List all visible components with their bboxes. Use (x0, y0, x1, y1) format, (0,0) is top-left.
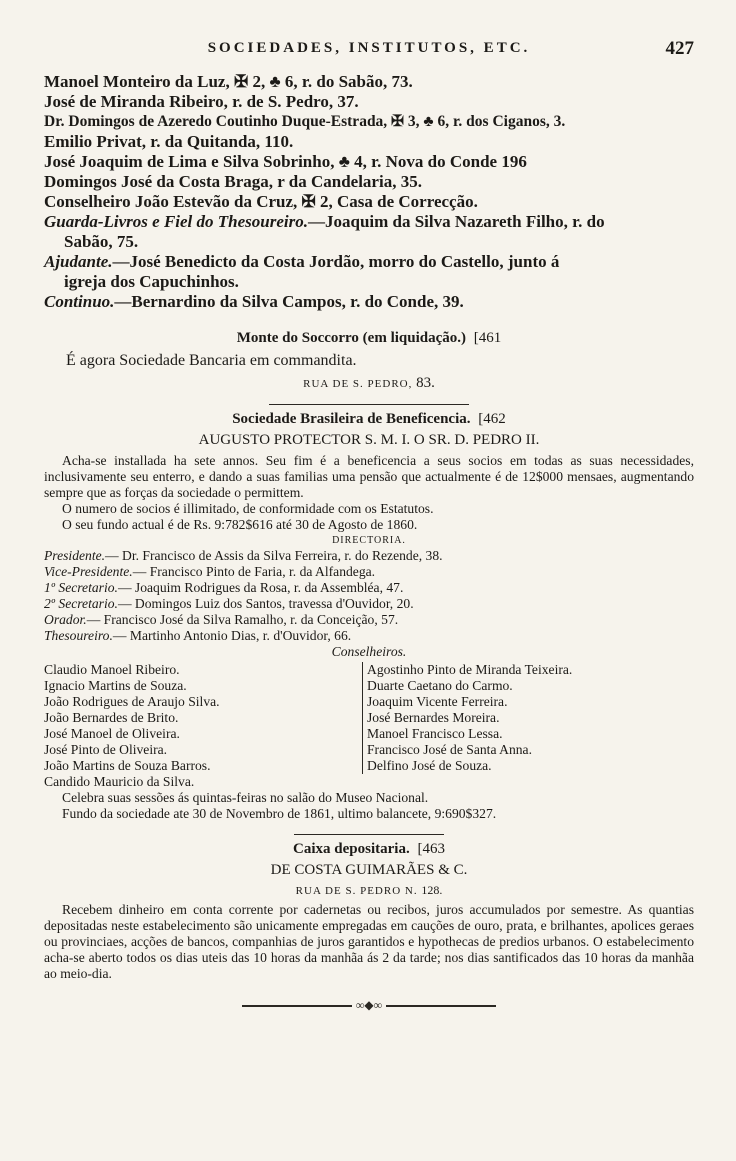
monte-address (44, 375, 694, 392)
officer-text: — Dr. Francisco de Assis da Silva Ferreira, r. do Rezende, 38. (105, 548, 443, 563)
conselheiros-table (44, 662, 694, 790)
member-line: José Joaquim de Lima e Silva Sobrinho, ♣ 4, r. Nova do Conde 196 (44, 152, 527, 171)
list-item: Manoel Francisco Lessa. (367, 726, 503, 741)
ajudante-line (44, 252, 694, 272)
running-title: SOCIEDADES, INSTITUTOS, ETC. (207, 40, 531, 56)
officer-text: — Domingos Luiz dos Santos, travessa d'Ouvidor, 20. (117, 596, 414, 611)
list-item: João Rodrigues de Araujo Silva. (44, 694, 220, 709)
officer-label: Thesoureiro. (44, 628, 113, 643)
officer-label: 1º Secretario. (44, 580, 118, 595)
list-item: Candido Mauricio da Silva. (44, 774, 195, 789)
ajudante-text: —José Benedicto da Costa Jordão, morro do Castello, junto á (112, 252, 560, 271)
ornament-divider (44, 998, 694, 1013)
list-item: Duarte Caetano do Carmo. (367, 678, 513, 693)
sociedade-title-text: Sociedade Brasileira de Beneficencia. (232, 411, 471, 427)
caixa-title (44, 841, 694, 858)
guarda-livros-line (44, 212, 694, 232)
officer-label: Presidente. (44, 548, 106, 563)
conselheiros-left-column (44, 662, 362, 790)
ornament-line-left (242, 1005, 352, 1007)
section-divider (269, 404, 469, 405)
sociedade-title (44, 411, 694, 428)
caixa-title-text: Caixa depositaria. (293, 841, 410, 857)
guarda-livros-label: Guarda-Livros e Fiel do Thesoureiro. (44, 212, 308, 231)
protector-line: AUGUSTO PROTECTOR S. M. I. O SR. D. PEDRO II. (198, 432, 540, 448)
guarda-livros-text: —Joaquim da Silva Nazareth Filho, r. do (307, 212, 605, 231)
list-item: Francisco José de Santa Anna. (367, 742, 532, 757)
member-line: Dr. Domingos de Azeredo Coutinho Duque-Estrada, ✠ 3, ♣ 6, r. dos Ciganos, 3. (44, 113, 566, 130)
list-item: João Bernardes de Brito. (44, 710, 179, 725)
conselheiros-title: Conselheiros. (331, 644, 407, 659)
officer-text: — Joaquim Rodrigues da Rosa, r. da Assembléa, 47. (117, 580, 404, 595)
member-line: Manoel Monteiro da Luz, ✠ 2, ♣ 6, r. do Sabão, 73. (44, 72, 413, 91)
members-list (44, 72, 694, 312)
sociedade-number: [462 (478, 411, 506, 427)
member-line: José de Miranda Ribeiro, r. de S. Pedro, 37. (44, 92, 359, 111)
caixa-body (44, 902, 694, 982)
caixa-number: [463 (417, 841, 445, 857)
member-line: Emilio Privat, r. da Quitanda, 110. (44, 132, 294, 151)
list-item: José Pinto de Oliveira. (44, 742, 168, 757)
caixa-address (44, 883, 694, 898)
officer-label: Orador. (44, 612, 87, 627)
sociedade-paragraph: O seu fundo actual é de Rs. 9:782$616 até 30 de Agosto de 1860. (62, 517, 418, 532)
caixa-address-street: RUA DE S. PEDRO N. (295, 885, 418, 897)
monte-address-number: 83. (416, 375, 435, 391)
member-line: Domingos José da Costa Braga, r da Candelaria, 35. (44, 172, 422, 191)
officer-line (44, 548, 694, 564)
officer-text: — Francisco Pinto de Faria, r. da Alfandega. (132, 564, 376, 579)
sociedade-paragraph: Celebra suas sessões ás quintas-feiras no salão do Museo Nacional. (62, 790, 429, 805)
ornament-flourish-icon: ∞◆∞ (355, 998, 383, 1012)
ajudante-label: Ajudante. (44, 252, 113, 271)
continuo-text: —Bernardino da Silva Campos, r. do Conde, 39. (114, 292, 464, 311)
section-divider (294, 834, 444, 835)
sociedade-body (44, 453, 694, 533)
list-item: Delfino José de Souza. (367, 758, 492, 773)
continuo-line (44, 292, 694, 312)
conselheiros-right-column (362, 662, 572, 774)
list-item: Joaquim Vicente Ferreira. (367, 694, 508, 709)
monte-text: É agora Sociedade Bancaria em commandita. (66, 352, 357, 369)
officers-list (44, 548, 694, 644)
officer-text: — Martinho Antonio Dias, r. d'Ouvidor, 66. (112, 628, 352, 643)
caixa-subtitle: DE COSTA GUIMARÃES & C. (270, 862, 468, 878)
ornament-line-right (386, 1005, 496, 1007)
list-item: José Bernardes Moreira. (367, 710, 500, 725)
ajudante-cont: igreja dos Capuchinhos. (64, 272, 239, 291)
page-header (44, 40, 694, 70)
monte-title-text: Monte do Soccorro (em liquidação.) (236, 330, 467, 346)
list-item: José Manoel de Oliveira. (44, 726, 180, 741)
sociedade-paragraph: Fundo da sociedade ate 30 de Novembro de 1861, ultimo balancete, 9:690$327. (62, 806, 497, 821)
document-page (44, 40, 694, 1013)
officer-line (44, 596, 694, 612)
continuo-label: Continuo. (44, 292, 115, 311)
officer-line (44, 564, 694, 580)
sociedade-footer (44, 790, 694, 822)
officer-line (44, 580, 694, 596)
officer-line (44, 612, 694, 628)
officer-text: — Francisco José da Silva Ramalho, r. da Conceição, 57. (86, 612, 399, 627)
officer-label: Vice-Presidente. (44, 564, 133, 579)
sociedade-paragraph: Acha-se installada ha sete annos. Seu fim é a beneficencia a seus socios em todas as suas necessidades, inclusivamente seu enterro, e dando a suas familias uma pensão que actualmente é de 12$000 mensaes, augmentando sempre que as forças da sociedade o permittem. (44, 453, 694, 500)
officer-line (44, 628, 694, 644)
directoria-title: DIRECTORIA. (332, 535, 406, 546)
monte-title (44, 330, 694, 347)
sociedade-paragraph: O numero de socios é illimitado, de conformidade com os Estatutos. (62, 501, 434, 516)
monte-address-street: RUA DE S. PEDRO, (303, 378, 413, 390)
list-item: Ignacio Martins de Souza. (44, 678, 187, 693)
list-item: João Martins de Souza Barros. (44, 758, 211, 773)
guarda-livros-cont: Sabão, 75. (64, 232, 139, 251)
monte-number: [461 (473, 330, 502, 346)
member-line: Conselheiro João Estevão da Cruz, ✠ 2, Casa de Correcção. (44, 192, 478, 211)
page-number: 427 (665, 38, 694, 59)
caixa-paragraph: Recebem dinheiro em conta corrente por cadernetas ou recibos, juros accumulados por semestre. As quantias depositadas neste estabelecimento são unicamente empregadas em cauções de ouro, prata, e brilhantes, apolices geraes ou provinciaes, acções de bancos, companhias de juros garantidos e hypothecas de predios urbanos. O estabelecimento acha-se aberto todos os dias uteis das 10 horas da manhãa ás 2 da tarde; nos dias santificados das 10 horas da manhãa ao meio-dia. (44, 902, 694, 981)
list-item: Claudio Manoel Ribeiro. (44, 662, 180, 677)
officer-label: 2º Secretario. (44, 596, 118, 611)
list-item: Agostinho Pinto de Miranda Teixeira. (367, 662, 573, 677)
caixa-address-number: 128. (421, 883, 443, 897)
